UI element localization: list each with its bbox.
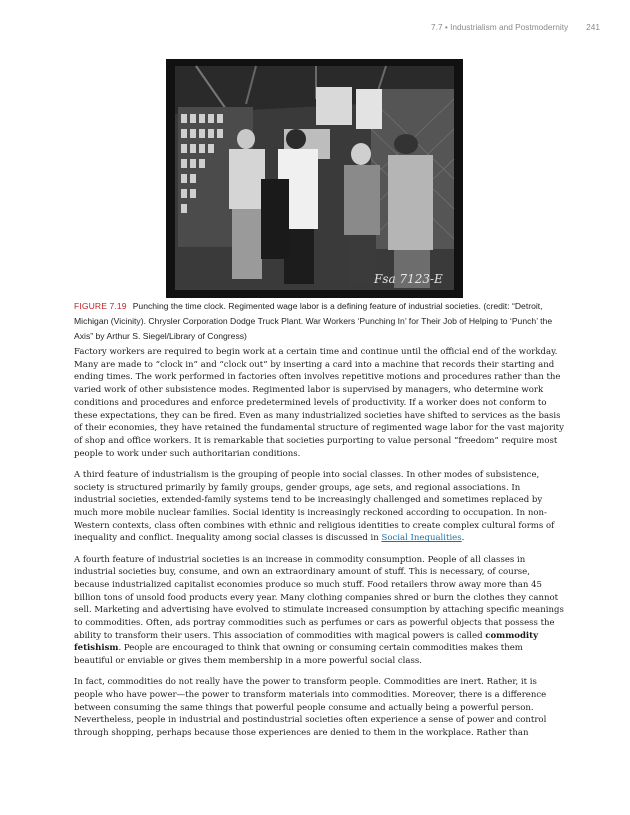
paragraph-social-classes	[74, 469, 564, 545]
photo-inscription: Fsa 7123-E	[374, 272, 443, 286]
paragraph-commodity-consumption	[74, 554, 564, 668]
figure-caption	[74, 299, 564, 344]
paragraph-regimented-labor: Factory workers are required to begin work at a certain time and continue until the official end of the workday. Many are made to “clock in” and “clock out” by inserting a card into a machine that records their starting and ending times. The work performed in factories often involves repetitive motions and procedures rather than the varied work of other subsistence modes. Regimented labor is supervised by managers, who determine work conditions and procedures and enforce predetermined levels of productivity. If a worker does not conform to these expectations, they can be fired. Even as many industrialized societies have shifted to services as the basis of their economies, they have retained the fundamental structure of regimented wage labor for the vast majority of shop and office workers. It is remarkable that societies purporting to value personal “freedom” require most people to work under such authoritarian conditions.	[74, 347, 564, 459]
paragraph-text-end: .	[461, 533, 465, 544]
body-text	[74, 346, 564, 748]
paragraph-text: A third feature of industrialism is the grouping of people into social classes. In other modes of subsistence, society is structured primarily by family groups, gender groups, age sets, and regional associations. In industrial societies, extended-family systems tend to be increasingly challenged and sometimes replaced by much more mobile nuclear families. Social identity is increasingly reckoned according to occupation. In non-Western contexts, class often combines with ethnic and religious identities to create complex cultural forms of inequality and conflict. Inequality among social classes is discussed in	[74, 469, 555, 544]
figure-photo	[166, 59, 463, 298]
running-head	[431, 22, 600, 32]
section-title: 7.7 • Industrialism and Postmodernity	[431, 22, 569, 32]
social-inequalities-link[interactable]: Social Inequalities	[381, 533, 462, 544]
figure-caption-text: Punching the time clock. Regimented wage labor is a defining feature of industrial societies. (credit: “Detroit, Michigan (Vicinity). Chrysler Corporation Dodge Truck Plant. War Workers ‘Punching In’ for Their Job of Helping to ‘Punch’ the Axis” by Arthur S. Siegel/Library of Congress)	[74, 301, 553, 341]
key-term-commodity-fetishism: commodity fetishism	[74, 630, 539, 654]
paragraph-text-end: . People are encouraged to think that owning or consuming certain commodities makes them beautiful or enviable or gives them membership in a more powerful social class.	[74, 643, 523, 667]
page-number: 241	[586, 22, 600, 32]
paragraph-commodities-power: In fact, commodities do not really have the power to transform people. Commodities are inert. Rather, it is people who have power—the power to transform materials into commodities. Moreover, there is a difference between consuming the same things that powerful people consume and actually being a powerful person. Nevertheless, people in industrial and postindustrial societies often experience a sense of power and control through shopping, perhaps because those experiences are denied to them in the workplace. Rather than	[74, 677, 547, 739]
figure-label: FIGURE 7.19	[74, 301, 127, 311]
paragraph-text: A fourth feature of industrial societies is an increase in commodity consumption. People of all classes in industrial societies buy, consume, and own an extraordinary amount of stuff. This is necessary, of course, because industrialized capitalist economies produce so much stuff. Food retailers throw away more than 45 billion tons of unsold food products every year. Many clothing companies shred or burn the clothes they cannot sell. Marketing and advertising have evolved to stimulate increased consumption by attaching specific meanings to commodities. Often, ads portray commodities such as perfumes or cars as powerful objects that possess the ability to transform their users. This association of commodities with magical powers is called	[74, 554, 564, 641]
